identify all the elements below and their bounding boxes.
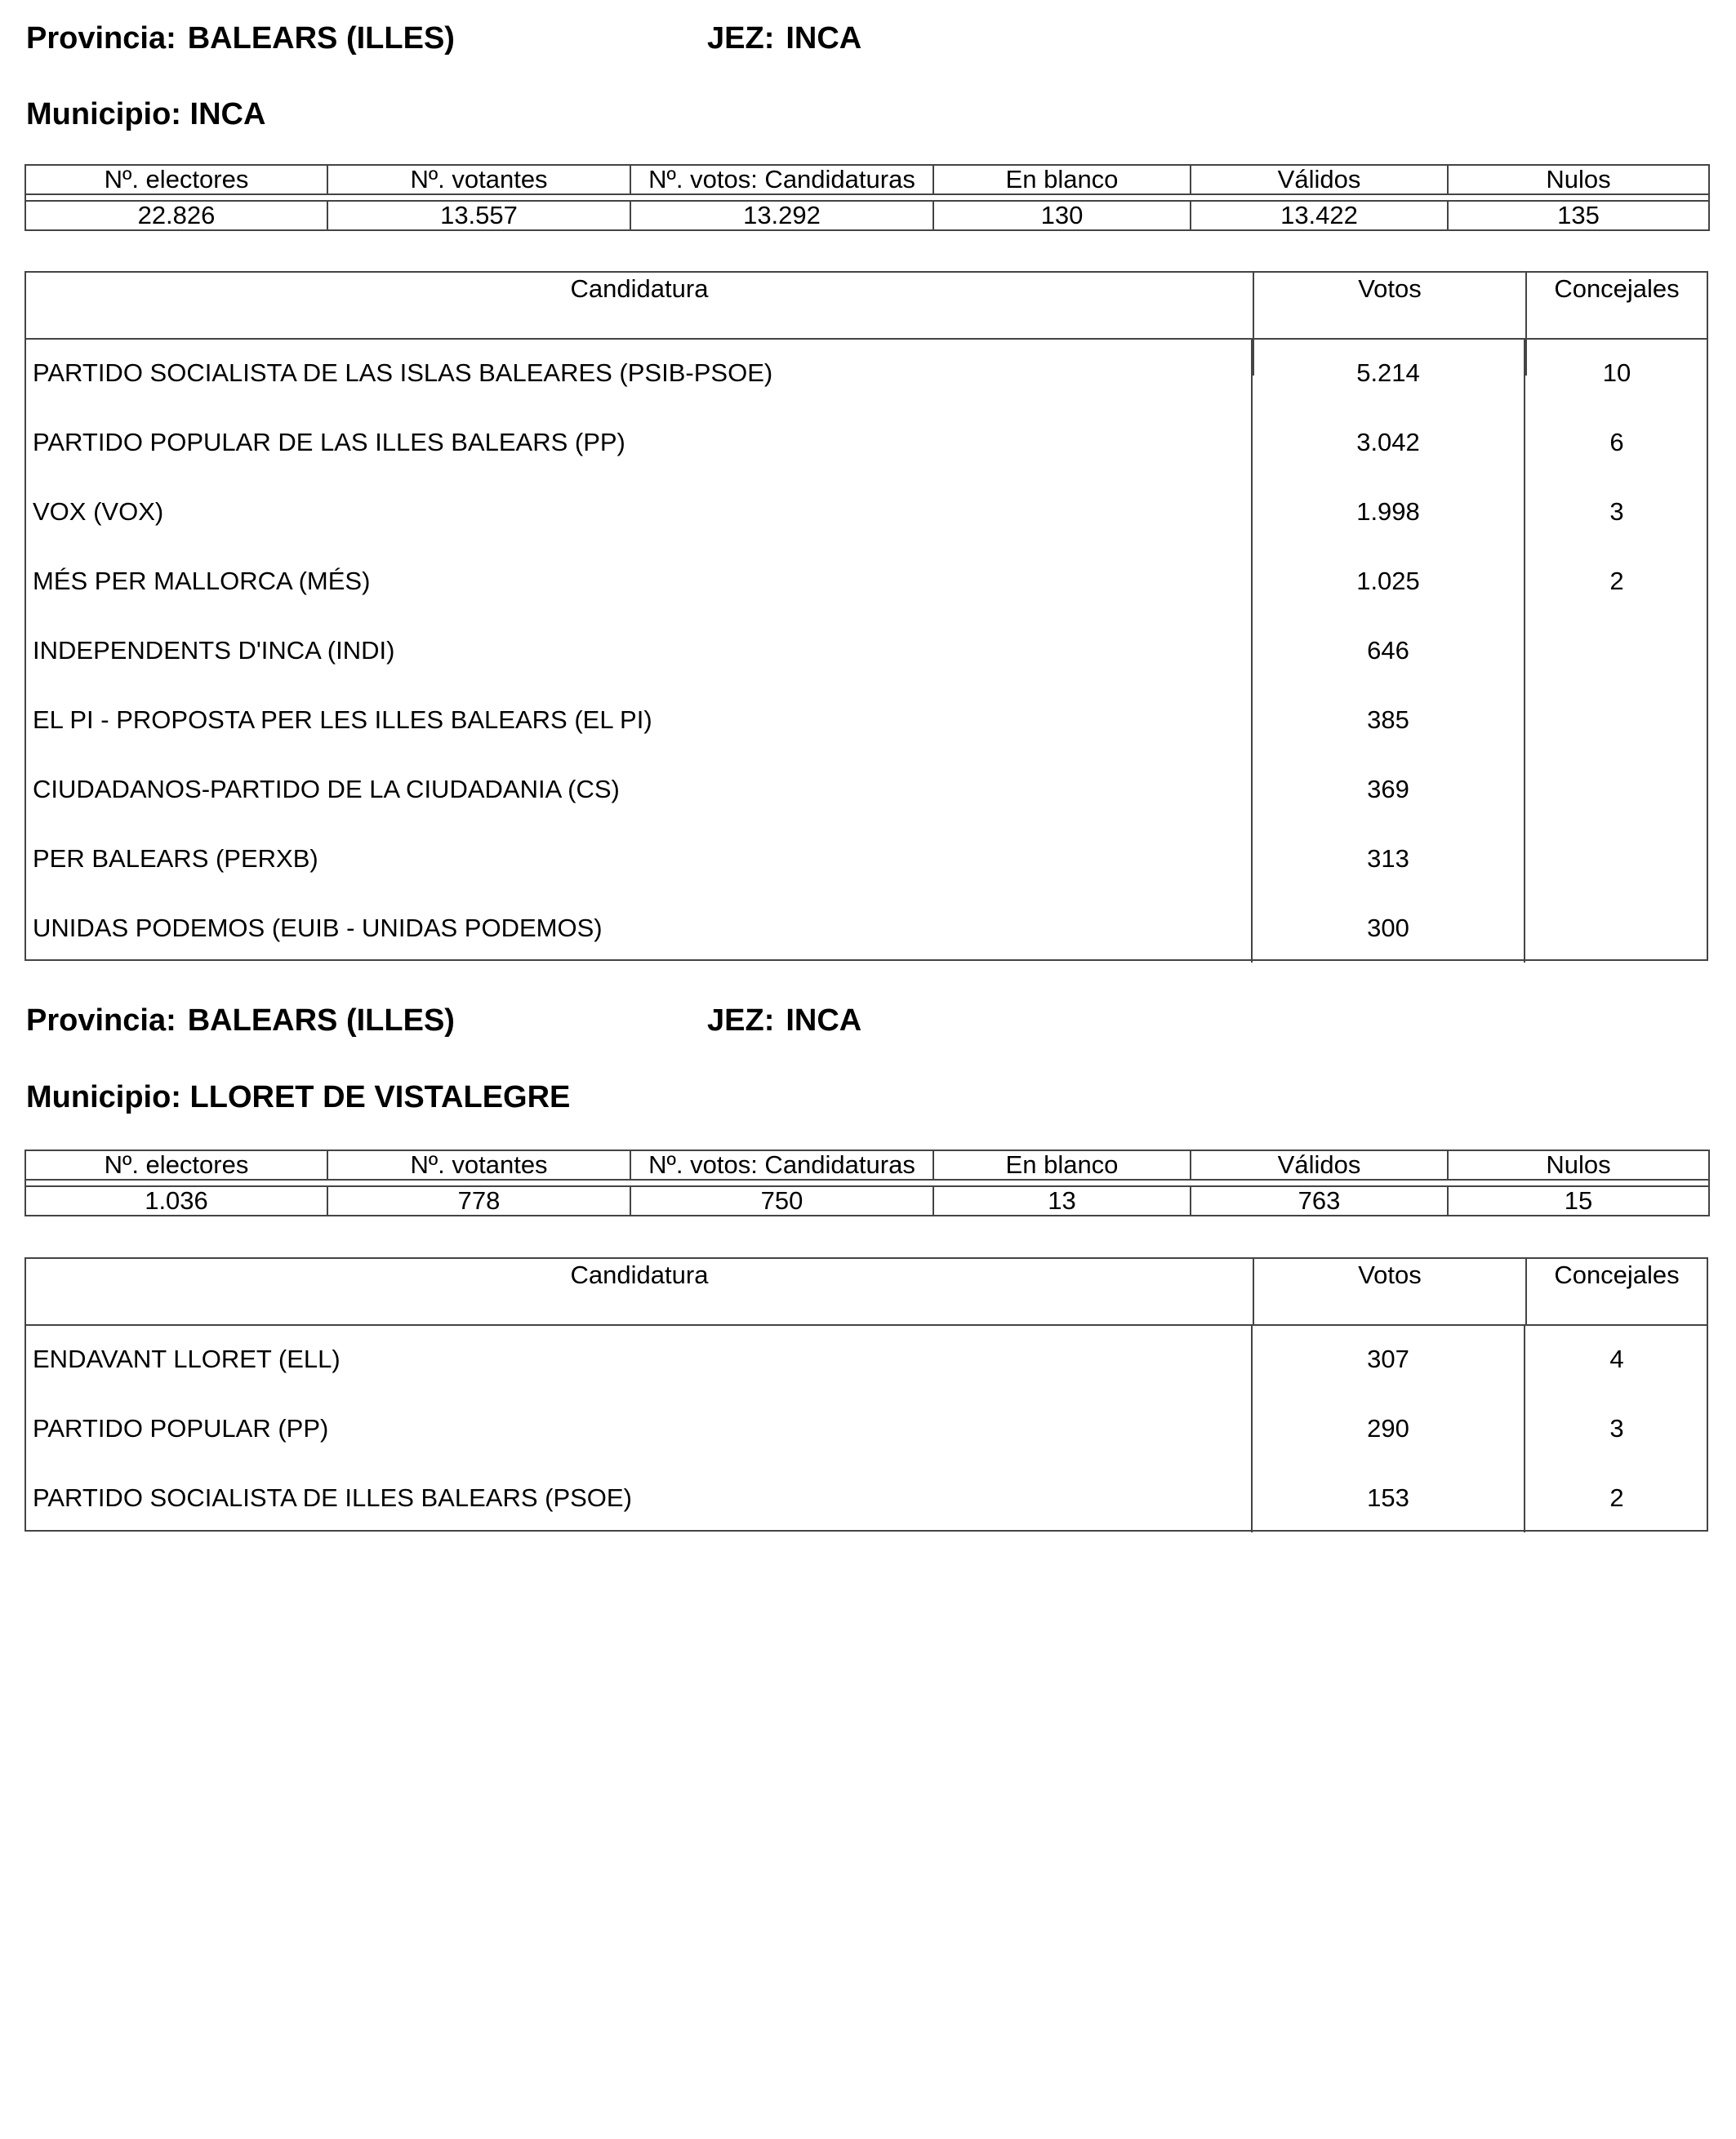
summary-value-cell: 750 xyxy=(630,1186,933,1216)
provincia-value: BALEARS (ILLES) xyxy=(187,21,455,56)
candidatura-seats xyxy=(1525,893,1708,963)
candidatura-votes: 3.042 xyxy=(1253,407,1525,477)
summary-header-row xyxy=(25,1150,1709,1180)
provincia-heading xyxy=(26,23,455,54)
table-row xyxy=(24,824,1708,893)
summary-value-cell: 1.036 xyxy=(25,1186,327,1216)
jez-value: INCA xyxy=(786,1003,862,1038)
table-row xyxy=(24,407,1708,477)
candidatura-name: PARTIDO POPULAR (PP) xyxy=(24,1394,1253,1463)
summary-value-cell: 13.422 xyxy=(1191,201,1448,230)
candidatura-seats: 3 xyxy=(1609,496,1624,526)
summary-value-cell: 15 xyxy=(1448,1186,1709,1216)
table-row xyxy=(24,616,1708,685)
candidatura-seats: 2 xyxy=(1609,1483,1624,1512)
table-row xyxy=(24,754,1708,824)
municipio-value: LLORET DE VISTALEGRE xyxy=(189,1080,571,1114)
summary-value-row xyxy=(25,201,1709,230)
candidatura-votes: 1.025 xyxy=(1253,546,1525,616)
candidatura-name: UNIDAS PODEMOS (EUIB - UNIDAS PODEMOS) xyxy=(24,893,1253,963)
summary-table xyxy=(24,1150,1710,1216)
municipio-heading xyxy=(26,99,265,130)
candidatura-name: PARTIDO SOCIALISTA DE ILLES BALEARS (PSOE) xyxy=(24,1463,1253,1532)
candidatura-votes: 385 xyxy=(1253,685,1525,754)
table-row xyxy=(24,893,1708,963)
summary-value-cell: 778 xyxy=(327,1186,630,1216)
candidatura-votes: 307 xyxy=(1253,1324,1525,1394)
results-header-row xyxy=(26,1259,1707,1326)
jez-heading xyxy=(707,1005,861,1036)
summary-header-cell: Nº. electores xyxy=(25,1150,327,1180)
summary-header-cell: Nº. votantes xyxy=(327,1150,630,1180)
candidatura-name: ENDAVANT LLORET (ELL) xyxy=(24,1324,1253,1394)
candidatura-seats xyxy=(1525,616,1708,685)
summary-header-cell: En blanco xyxy=(933,1150,1191,1180)
table-row xyxy=(24,1394,1708,1463)
summary-value-cell: 13 xyxy=(933,1186,1191,1216)
candidatura-votes: 290 xyxy=(1253,1394,1525,1463)
candidatura-seats: 10 xyxy=(1602,358,1631,387)
candidatura-votes: 5.214 xyxy=(1253,338,1525,407)
summary-header-cell: Nº. electores xyxy=(25,165,327,194)
candidatura-seats: 4 xyxy=(1609,1344,1624,1373)
candidatura-votes: 1.998 xyxy=(1253,477,1525,546)
summary-header-cell: Válidos xyxy=(1191,165,1448,194)
candidatura-seats: 6 xyxy=(1609,427,1624,456)
results-header-row xyxy=(26,273,1707,340)
candidatura-name: PARTIDO POPULAR DE LAS ILLES BALEARS (PP) xyxy=(24,407,1253,477)
table-row xyxy=(24,1463,1708,1532)
table-row xyxy=(24,685,1708,754)
summary-header-cell: Nº. votos: Candidaturas xyxy=(630,165,933,194)
summary-header-cell: Nulos xyxy=(1448,165,1709,194)
summary-value-cell: 135 xyxy=(1448,201,1709,230)
summary-header-row xyxy=(25,165,1709,194)
summary-table xyxy=(24,164,1710,231)
candidatura-name: PARTIDO SOCIALISTA DE LAS ISLAS BALEARES (PSIB-PSOE) xyxy=(24,338,1253,407)
candidatura-seats xyxy=(1525,685,1708,754)
summary-header-cell: Nº. votos: Candidaturas xyxy=(630,1150,933,1180)
results-header-candidatura: Candidatura xyxy=(26,273,1254,338)
results-header-candidatura: Candidatura xyxy=(26,1259,1254,1324)
candidatura-votes: 646 xyxy=(1253,616,1525,685)
candidatura-votes: 369 xyxy=(1253,754,1525,824)
candidatura-name: EL PI - PROPOSTA PER LES ILLES BALEARS (EL PI) xyxy=(24,685,1253,754)
candidatura-votes: 313 xyxy=(1253,824,1525,893)
candidatura-votes: 153 xyxy=(1253,1463,1525,1532)
table-row xyxy=(24,338,1708,407)
municipio-label: Municipio: xyxy=(26,1080,181,1114)
summary-value-cell: 130 xyxy=(933,201,1191,230)
results-header-concejales: Concejales xyxy=(1554,274,1680,303)
results-header-votos: Votos xyxy=(1254,1259,1527,1324)
candidatura-name: CIUDADANOS-PARTIDO DE LA CIUDADANIA (CS) xyxy=(24,754,1253,824)
candidatura-name: INDEPENDENTS D'INCA (INDI) xyxy=(24,616,1253,685)
table-row xyxy=(24,477,1708,546)
summary-header-cell: Nº. votantes xyxy=(327,165,630,194)
candidatura-votes: 300 xyxy=(1253,893,1525,963)
results-rows-section-1 xyxy=(24,338,1708,963)
candidatura-seats: 2 xyxy=(1609,566,1624,595)
table-row xyxy=(24,546,1708,616)
summary-value-cell: 22.826 xyxy=(25,201,327,230)
summary-value-cell: 13.292 xyxy=(630,201,933,230)
jez-value: INCA xyxy=(786,21,862,56)
summary-header-cell: En blanco xyxy=(933,165,1191,194)
results-rows-section-2 xyxy=(24,1324,1708,1532)
provincia-value: BALEARS (ILLES) xyxy=(187,1003,455,1038)
summary-value-cell: 13.557 xyxy=(327,201,630,230)
candidatura-seats xyxy=(1525,754,1708,824)
municipio-heading xyxy=(26,1082,570,1113)
table-row xyxy=(24,1324,1708,1394)
jez-heading xyxy=(707,23,861,54)
results-header-concejales: Concejales xyxy=(1554,1261,1680,1289)
provincia-label: Provincia: xyxy=(26,1003,176,1038)
municipio-value: INCA xyxy=(189,97,266,131)
candidatura-seats: 3 xyxy=(1609,1413,1624,1443)
jez-label: JEZ: xyxy=(707,21,775,56)
summary-value-row xyxy=(25,1186,1709,1216)
candidatura-name: VOX (VOX) xyxy=(24,477,1253,546)
summary-header-cell: Nulos xyxy=(1448,1150,1709,1180)
provincia-label: Provincia: xyxy=(26,21,176,56)
results-header-votos: Votos xyxy=(1254,273,1527,338)
municipio-label: Municipio: xyxy=(26,97,181,131)
jez-label: JEZ: xyxy=(707,1003,775,1038)
summary-value-cell: 763 xyxy=(1191,1186,1448,1216)
provincia-heading xyxy=(26,1005,455,1036)
summary-header-cell: Válidos xyxy=(1191,1150,1448,1180)
candidatura-name: MÉS PER MALLORCA (MÉS) xyxy=(24,546,1253,616)
candidatura-name: PER BALEARS (PERXB) xyxy=(24,824,1253,893)
candidatura-seats xyxy=(1525,824,1708,893)
